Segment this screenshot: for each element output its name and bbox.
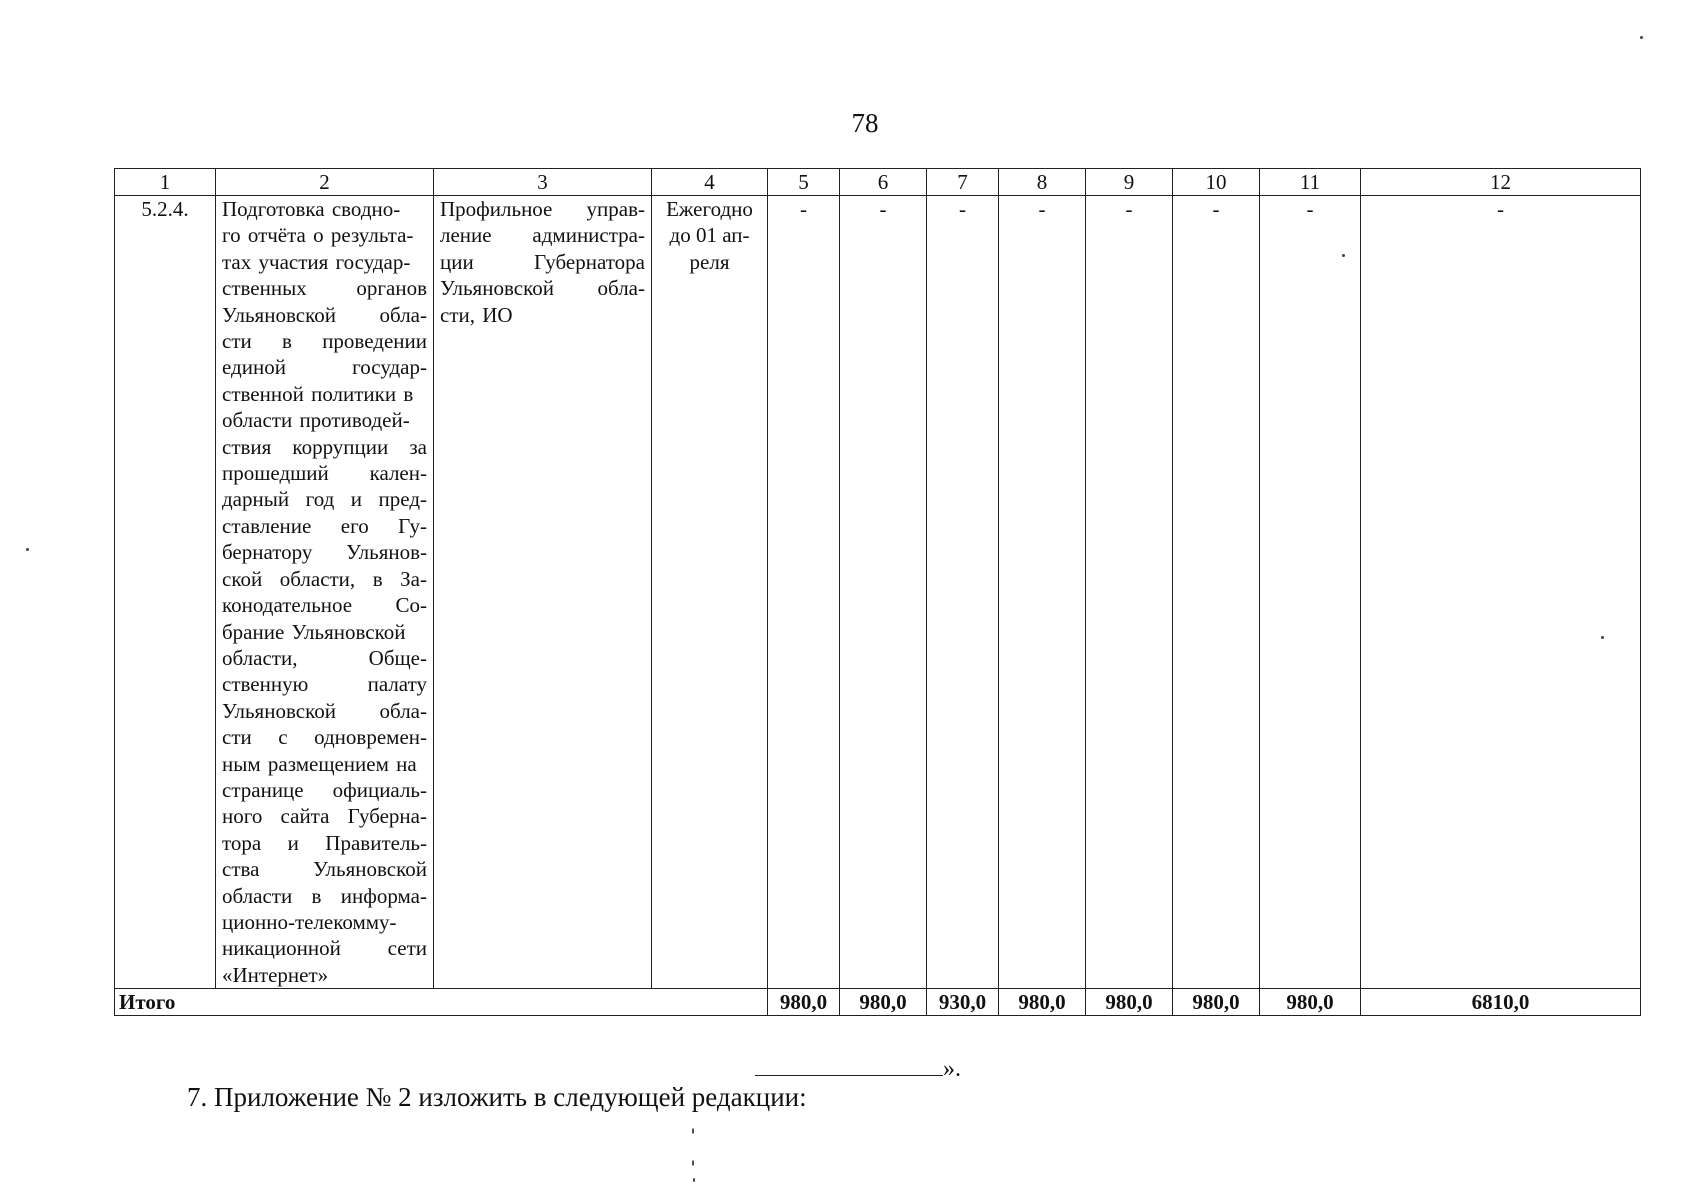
description-line: прошедший кален-: [222, 461, 427, 486]
description-line: единой государ-: [222, 355, 427, 380]
total-value-8: 980,0: [999, 989, 1086, 1016]
description-line: бернатору Ульянов-: [222, 540, 427, 565]
description-line: ской области, в За-: [222, 566, 427, 591]
executor-line: Профильное управ-: [440, 197, 645, 221]
description-line: го отчёта о результа-: [222, 223, 414, 248]
total-value-10: 980,0: [1173, 989, 1260, 1016]
row-value-12: -: [1361, 196, 1641, 989]
header-cell-2: 2: [216, 169, 434, 196]
blank-underline: [755, 1055, 943, 1076]
description-line: Подготовка сводно-: [222, 197, 401, 221]
deadline-line: реля: [689, 249, 730, 274]
header-cell-7: 7: [927, 169, 999, 196]
row-value-7: -: [927, 196, 999, 989]
closing-quote: ».: [943, 1056, 961, 1082]
description-line: ставление его Гу-: [222, 513, 427, 538]
row-value-10: -: [1173, 196, 1260, 989]
description-line: никационной сети: [222, 936, 427, 961]
description-line: ного сайта Губерна-: [222, 804, 427, 829]
deadline-line: до 01 ап-: [669, 223, 750, 248]
header-cell-9: 9: [1086, 169, 1173, 196]
header-cell-10: 10: [1173, 169, 1260, 196]
row-value-6: -: [840, 196, 927, 989]
description-line: тах участия государ-: [222, 249, 411, 274]
description-line: ственной политики в: [222, 381, 414, 406]
amendment-text: 7. Приложение № 2 изложить в следующей редакции:: [187, 1082, 807, 1112]
header-cell-3: 3: [434, 169, 652, 196]
total-value-5: 980,0: [768, 989, 840, 1016]
total-value-6: 980,0: [840, 989, 927, 1016]
description-line: области противодей-: [222, 408, 410, 433]
budget-table: [114, 168, 1641, 1016]
description-line: странице официаль-: [222, 777, 427, 802]
row-value-5: -: [768, 196, 840, 989]
total-value-7: 930,0: [927, 989, 999, 1016]
header-cell-8: 8: [999, 169, 1086, 196]
table-header: [115, 169, 1641, 196]
description-line: области в информа-: [222, 883, 427, 908]
row-value-8: -: [999, 196, 1086, 989]
table-row: [115, 196, 1641, 989]
total-value-12: 6810,0: [1361, 989, 1641, 1016]
row-value-9: -: [1086, 196, 1173, 989]
header-cell-11: 11: [1260, 169, 1361, 196]
page-number: 78: [851, 108, 879, 138]
header-cell-6: 6: [840, 169, 927, 196]
total-value-9: 980,0: [1086, 989, 1173, 1016]
scan-speck: [693, 1178, 695, 1182]
scan-speck: [692, 1160, 694, 1166]
description-line: ственную палату: [222, 672, 427, 697]
header-cell-12: 12: [1361, 169, 1641, 196]
description-line: ства Ульяновской: [222, 857, 427, 882]
scan-speck: [1342, 254, 1345, 257]
description-line: тора и Правитель-: [222, 830, 427, 855]
closing-line: [755, 1055, 961, 1083]
row-executor: [434, 196, 652, 989]
header-cell-5: 5: [768, 169, 840, 196]
executor-line: Ульяновской обла-: [440, 276, 645, 301]
header-cell-4: 4: [652, 169, 768, 196]
description-line: Ульяновской обла-: [222, 302, 427, 327]
description-line: ным размещением на: [222, 751, 417, 776]
header-row: [115, 169, 1641, 196]
total-label: Итого: [115, 989, 768, 1016]
total-row: [115, 989, 1641, 1016]
description-line: области, Обще-: [222, 645, 427, 670]
executor-line: ции Губернатора: [440, 249, 645, 274]
row-description: [216, 196, 434, 989]
description-line: «Интернет»: [222, 962, 329, 987]
scan-speck: [692, 1128, 694, 1134]
header-cell-1: 1: [115, 169, 216, 196]
description-line: ственных органов: [222, 276, 427, 301]
scan-speck: [1640, 36, 1643, 39]
scan-speck: [26, 548, 29, 551]
description-line: ствия коррупции за: [222, 434, 427, 459]
description-line: Ульяновской обла-: [222, 698, 427, 723]
scan-speck: [1601, 636, 1604, 639]
deadline-line: Ежегодно: [666, 197, 753, 221]
total-value-11: 980,0: [1260, 989, 1361, 1016]
description-line: дарный год и пред-: [222, 487, 427, 512]
description-line: ционно-телекомму-: [222, 909, 397, 934]
executor-line: сти, ИО: [440, 302, 513, 327]
row-deadline: [652, 196, 768, 989]
row-value-11: -: [1260, 196, 1361, 989]
description-line: конодательное Со-: [222, 593, 427, 618]
description-line: брание Ульяновской: [222, 619, 406, 644]
description-line: сти в проведении: [222, 329, 427, 354]
description-line: сти с одновремен-: [222, 725, 427, 750]
executor-line: ление администра-: [440, 223, 645, 248]
row-number: 5.2.4.: [115, 196, 216, 989]
